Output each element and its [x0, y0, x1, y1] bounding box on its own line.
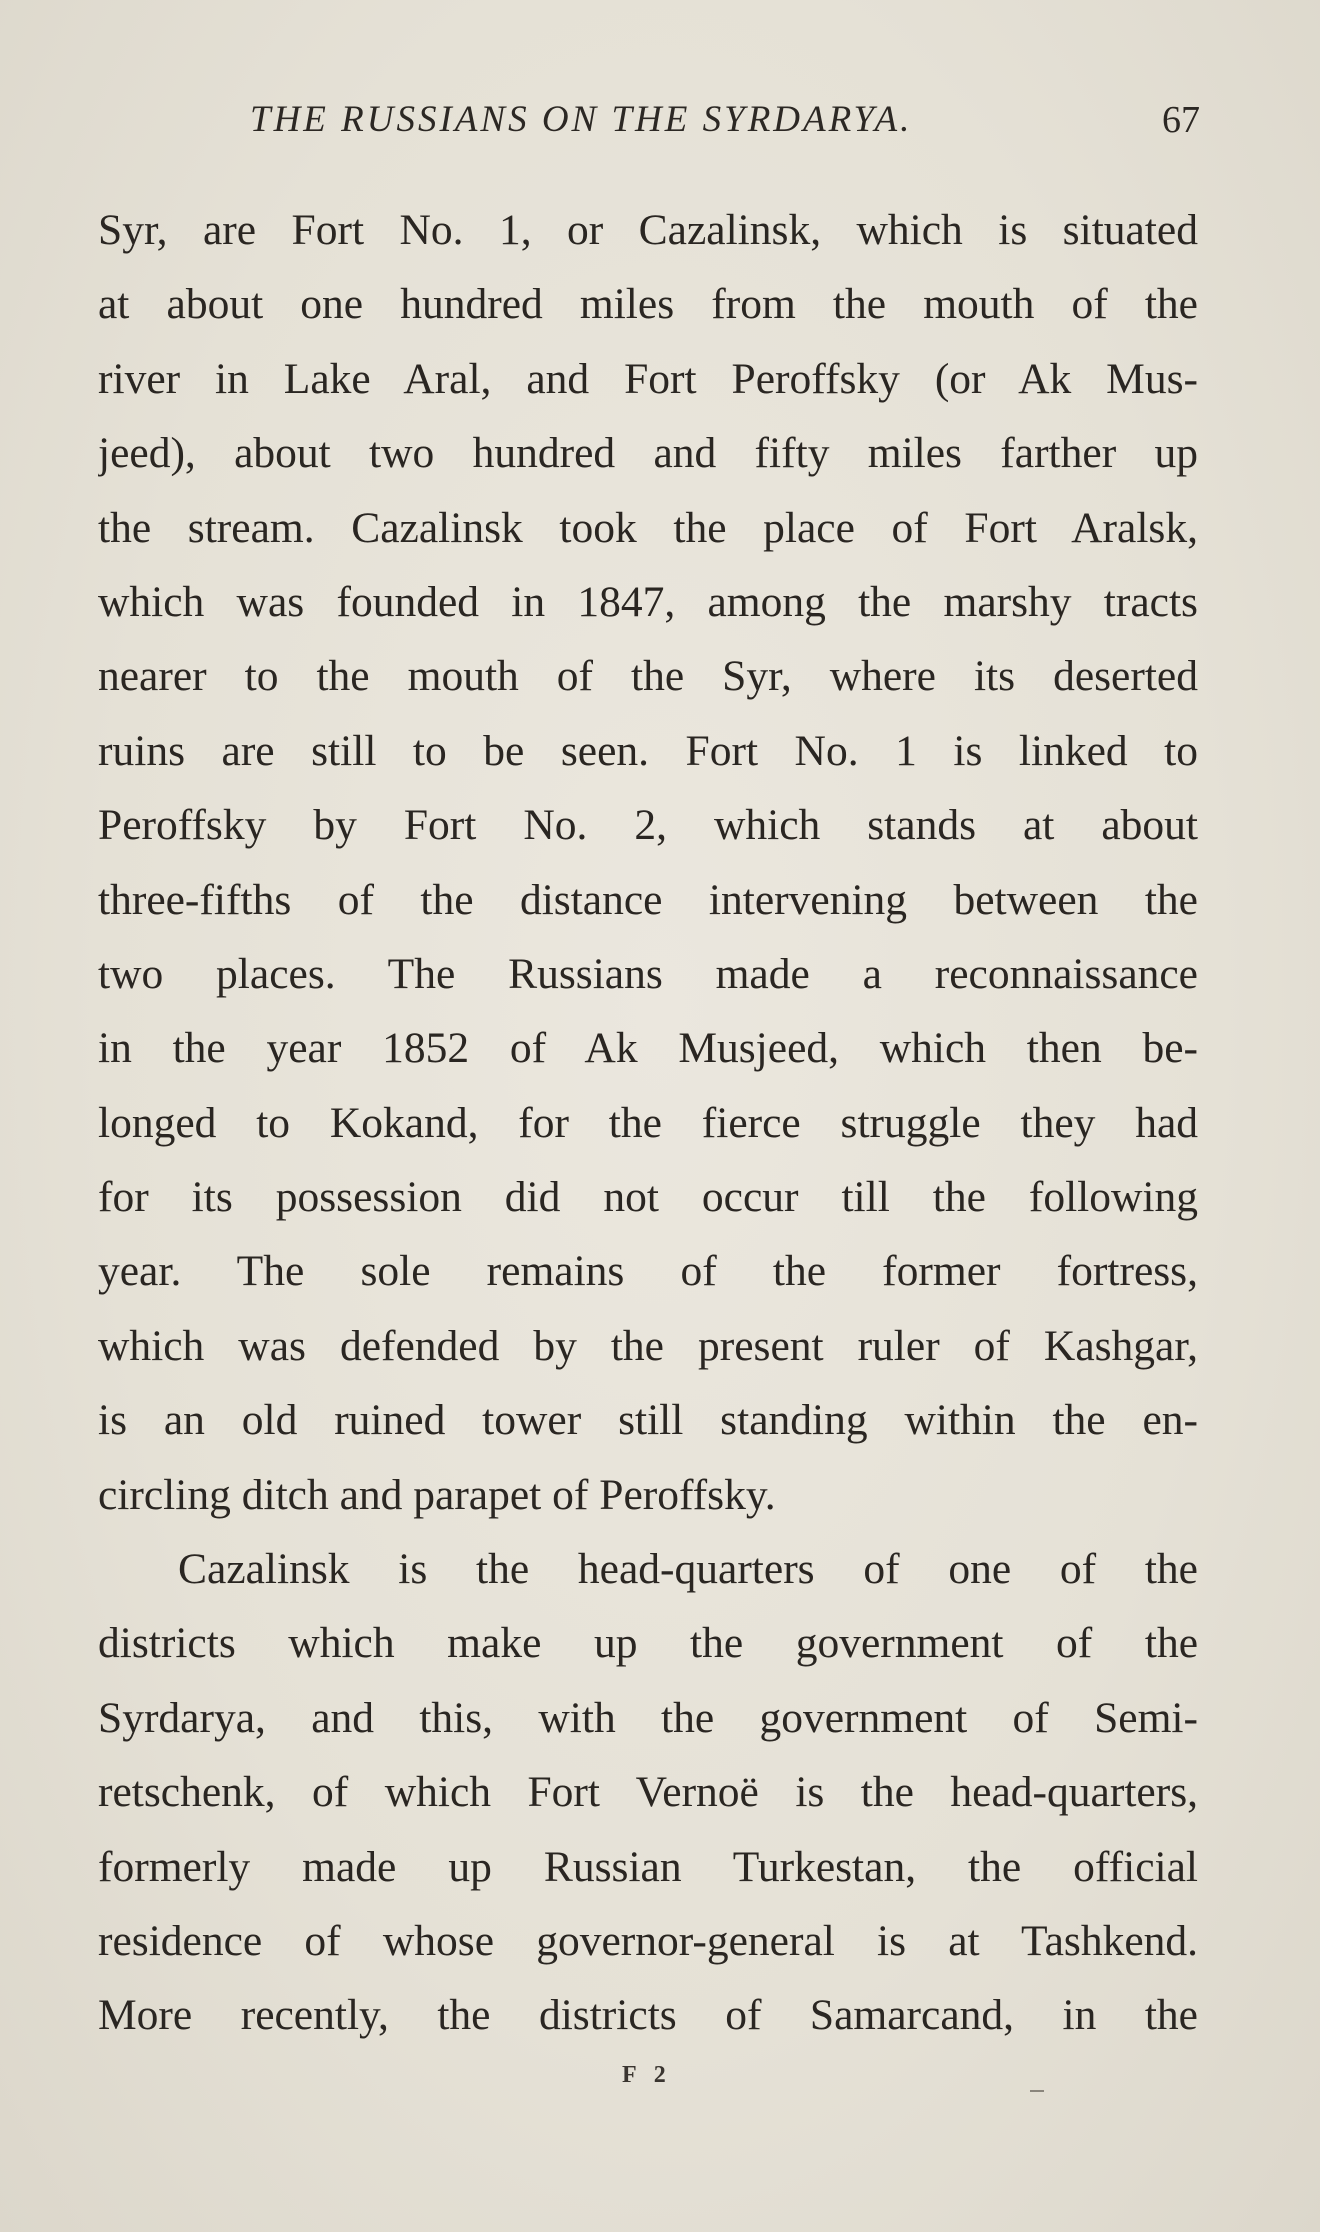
text-line: year. The sole remains of the former fortress,: [98, 1247, 1198, 1296]
body-text: [98, 193, 1198, 2053]
text-line: for its possession did not occur till the following: [98, 1173, 1198, 1222]
text-line: which was defended by the present ruler of Kashgar,: [98, 1321, 1198, 1370]
text-line: three-fifths of the distance intervening between the: [98, 875, 1198, 924]
text-line: is an old ruined tower still standing within the en-: [98, 1396, 1198, 1445]
text-line: Syrdarya, and this, with the government of Semi-: [98, 1693, 1198, 1742]
text-line: More recently, the districts of Samarcand, in the: [98, 1991, 1198, 2040]
text-line: nearer to the mouth of the Syr, where its deserted: [98, 652, 1198, 701]
page-number: 67: [1162, 99, 1200, 141]
text-line: Syr, are Fort No. 1, or Cazalinsk, which is situated: [98, 206, 1198, 254]
text-line: the stream. Cazalinsk took the place of Fort Aralsk,: [98, 503, 1198, 552]
text-line: ruins are still to be seen. Fort No. 1 is linked to: [98, 726, 1198, 775]
text-line: districts which make up the government of the: [98, 1619, 1198, 1668]
text-line: river in Lake Aral, and Fort Peroffsky (or Ak Mus-: [98, 354, 1198, 403]
running-title: THE RUSSIANS ON THE SYRDARYA.: [250, 99, 913, 140]
text-line: residence of whose governor-general is at Tashkend.: [98, 1916, 1198, 1965]
text-line: at about one hundred miles from the mouth of the: [98, 280, 1198, 329]
paragraph-end-line: circling ditch and parapet of Peroffsky.: [98, 1470, 776, 1519]
paragraph-start-line: Cazalinsk is the head-quarters of one of the: [178, 1545, 1198, 1594]
text-line: longed to Kokand, for the fierce struggle they had: [98, 1098, 1198, 1147]
print-mark: [1030, 2090, 1044, 2092]
text-line: in the year 1852 of Ak Musjeed, which then be-: [98, 1024, 1198, 1073]
text-line: which was founded in 1847, among the marshy tracts: [98, 577, 1198, 626]
signature-mark: F 2: [622, 2062, 672, 2088]
text-line: retschenk, of which Fort Vernoë is the head-quarters,: [98, 1768, 1198, 1817]
text-line: two places. The Russians made a reconnaissance: [98, 949, 1198, 998]
running-head: [100, 98, 1200, 148]
text-line: jeed), about two hundred and fifty miles farther up: [98, 429, 1198, 478]
text-line: Peroffsky by Fort No. 2, which stands at about: [98, 801, 1198, 850]
text-line: formerly made up Russian Turkestan, the official: [98, 1842, 1198, 1891]
